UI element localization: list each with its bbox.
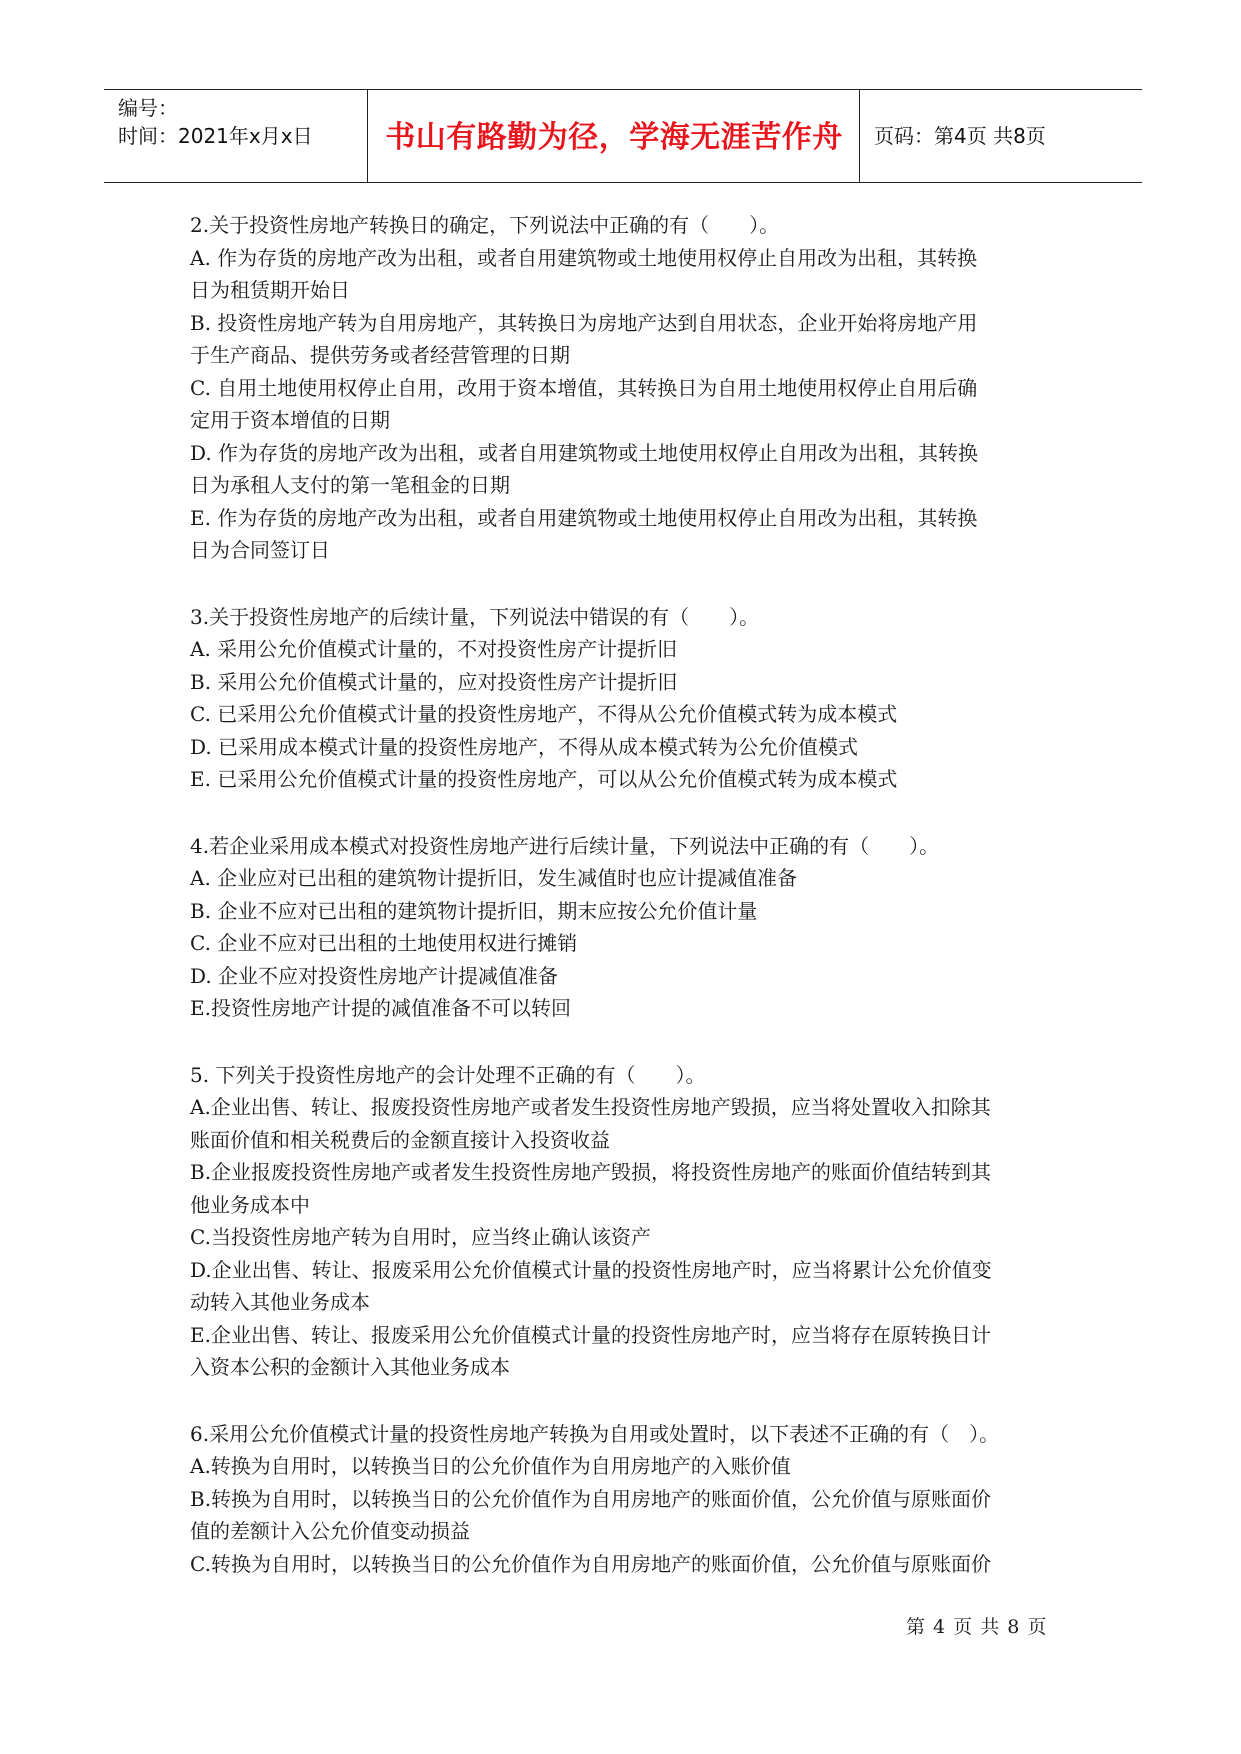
question-block (190, 1059, 1060, 1384)
question-option-line: B. 企业不应对已出租的建筑物计提折旧，期末应按公允价值计量 (190, 898, 758, 923)
question-option-line: 定用于资本增值的日期 (190, 408, 390, 432)
question-option-line: A.转换为自用时，以转换当日的公允价值作为自用房地产的入账价值 (190, 1454, 791, 1478)
question-option-line: B. 投资性房地产转为自用房地产，其转换日为房地产达到自用状态，企业开始将房地产用 (190, 310, 978, 335)
question-stem: 4.若企业采用成本模式对投资性房地产进行后续计量，下列说法中正确的有（ ）。 (190, 833, 940, 858)
question-option-line: A. 采用公允价值模式计量的，不对投资性房产计提折旧 (190, 637, 678, 661)
question-option-line: 日为租赁期开始日 (190, 278, 350, 302)
question-option-line: E. 作为存货的房地产改为出租，或者自用建筑物或土地使用权停止自用改为出租，其转换 (190, 505, 978, 530)
question-option-line: 值的差额计入公允价值变动损益 (190, 1519, 470, 1543)
header-left-cell (118, 94, 363, 150)
question-option-line: E.投资性房地产计提的减值准备不可以转回 (190, 996, 571, 1020)
question-option-line: 账面价值和相关税费后的金额直接计入投资收益 (190, 1127, 610, 1152)
time-label: 时间：2021年x月x日 (118, 124, 313, 148)
question-stem: 6.采用公允价值模式计量的投资性房地产转换为自用或处置时，以下表述不正确的有（ ）。 (190, 1421, 1000, 1446)
question-block (190, 830, 1060, 1025)
question-list (190, 209, 1060, 1614)
question-option-line: A. 企业应对已出租的建筑物计提折旧，发生减值时也应计提减值准备 (190, 866, 798, 890)
question-option-line: C. 自用土地使用权停止自用，改用于资本增值，其转换日为自用土地使用权停止自用后确 (190, 375, 978, 400)
question-option-line: 他业务成本中 (190, 1192, 310, 1217)
question-option-line: D. 已采用成本模式计量的投资性房地产，不得从成本模式转为公允价值模式 (190, 734, 859, 759)
question-option-line: A.企业出售、转让、报废投资性房地产或者发生投资性房地产毁损，应当将处置收入扣除其 (190, 1095, 991, 1119)
header-divider (367, 90, 368, 182)
question-option-line: 于生产商品、提供劳务或者经营管理的日期 (190, 343, 570, 367)
page-footer: 第 4 页 共 8 页 (906, 1616, 1048, 1638)
question-option-line: D. 作为存货的房地产改为出租，或者自用建筑物或土地使用权停止自用改为出租，其转换 (190, 440, 979, 465)
question-option-line: D.企业出售、转让、报废采用公允价值模式计量的投资性房地产时，应当将累计公允价值变 (190, 1257, 992, 1282)
question-option-line: E. 已采用公允价值模式计量的投资性房地产，可以从公允价值模式转为成本模式 (190, 767, 898, 791)
question-option-line: A. 作为存货的房地产改为出租，或者自用建筑物或土地使用权停止自用改为出租，其转换 (190, 245, 978, 270)
question-option-line: C.转换为自用时，以转换当日的公允价值作为自用房地产的账面价值，公允价值与原账面价 (190, 1551, 991, 1576)
motto: 书山有路勤为径，学海无涯苦作舟 (385, 120, 843, 155)
question-option-line: D. 企业不应对投资性房地产计提减值准备 (190, 963, 559, 988)
header-table (104, 89, 1142, 183)
question-block (190, 601, 1060, 796)
number-label: 编号： (118, 96, 178, 120)
question-option-line: B. 采用公允价值模式计量的，应对投资性房产计提折旧 (190, 669, 678, 694)
question-option-line: E.企业出售、转让、报废采用公允价值模式计量的投资性房地产时，应当将存在原转换日计 (190, 1322, 991, 1347)
question-stem: 2.关于投资性房地产转换日的确定，下列说法中正确的有（ ）。 (190, 213, 780, 237)
question-option-line: B.企业报废投资性房地产或者发生投资性房地产毁损，将投资性房地产的账面价值结转到其 (190, 1160, 992, 1184)
question-block (190, 209, 1060, 567)
question-option-line: 日为承租人支付的第一笔租金的日期 (190, 473, 510, 497)
question-option-line: 日为合同签订日 (190, 538, 330, 562)
question-option-line: B.转换为自用时，以转换当日的公允价值作为自用房地产的账面价值，公允价值与原账面价 (190, 1486, 992, 1511)
question-option-line: 动转入其他业务成本 (190, 1290, 370, 1314)
question-stem: 5. 下列关于投资性房地产的会计处理不正确的有（ ）。 (190, 1062, 706, 1087)
page-label: 页码：第4页 共8页 (874, 124, 1046, 148)
question-option-line: 入资本公积的金额计入其他业务成本 (190, 1355, 510, 1379)
header-divider (859, 90, 860, 182)
question-stem: 3.关于投资性房地产的后续计量，下列说法中错误的有（ ）。 (190, 604, 760, 629)
question-option-line: C. 企业不应对已出租的土地使用权进行摊销 (190, 931, 578, 955)
question-option-line: C. 已采用公允价值模式计量的投资性房地产，不得从公允价值模式转为成本模式 (190, 702, 898, 726)
question-block (190, 1418, 1060, 1581)
question-option-line: C.当投资性房地产转为自用时，应当终止确认该资产 (190, 1225, 651, 1249)
